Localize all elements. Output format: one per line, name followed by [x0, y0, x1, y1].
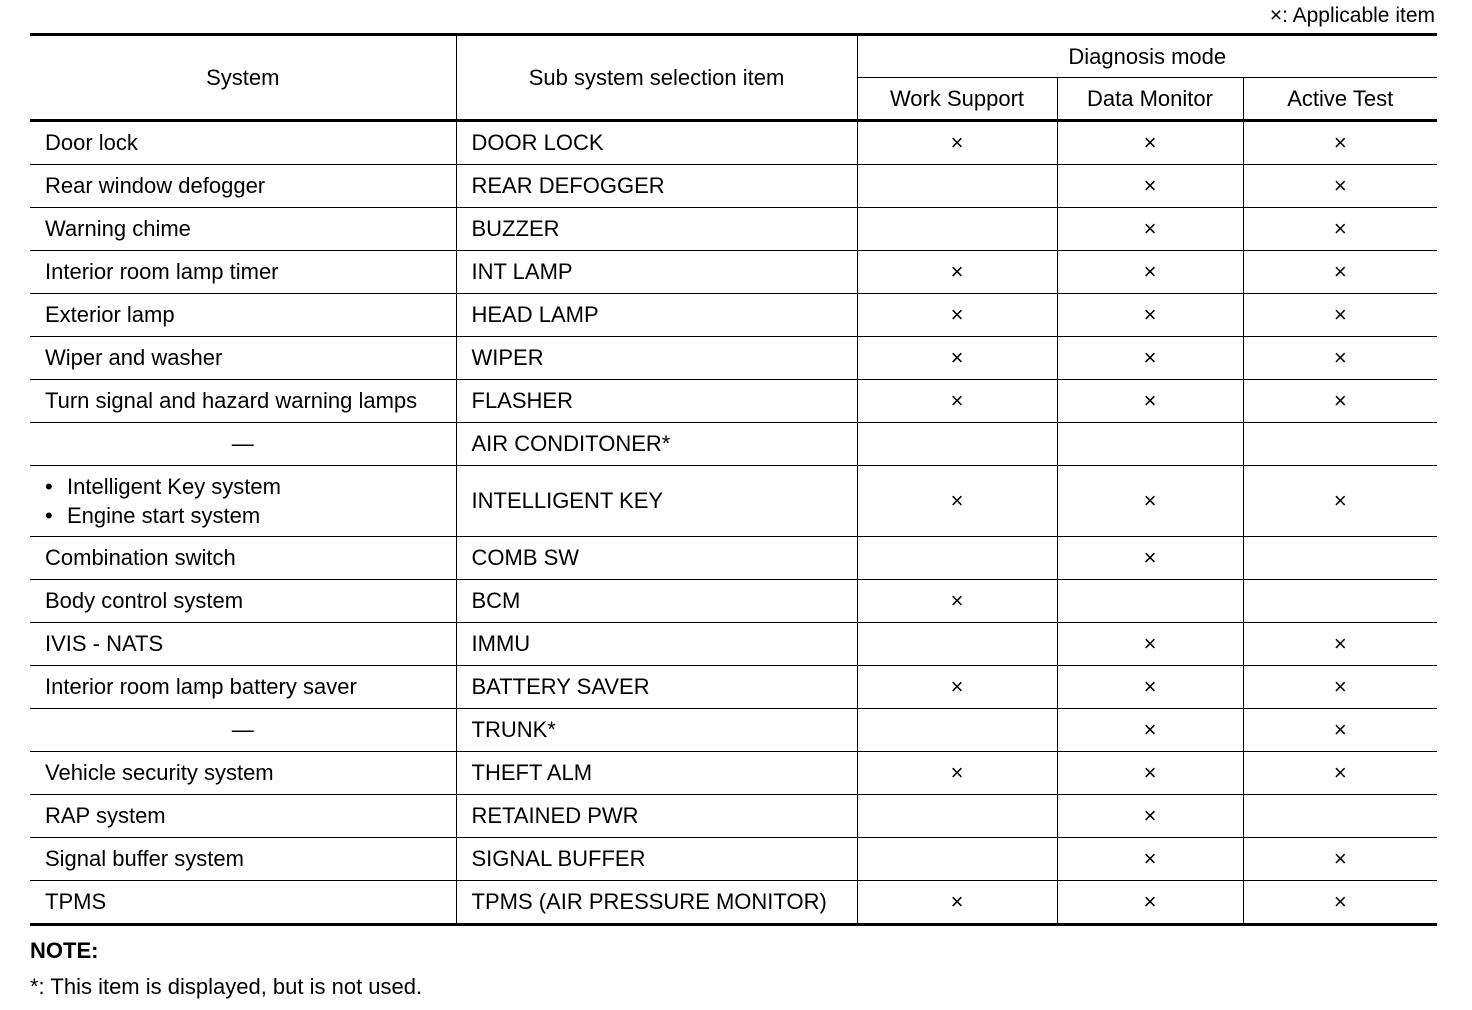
cell-data-monitor: ×	[1057, 838, 1243, 881]
cell-sub-system: WIPER	[456, 337, 857, 380]
cell-data-monitor: ×	[1057, 666, 1243, 709]
table-row	[30, 795, 1437, 838]
table-row	[30, 294, 1437, 337]
cell-system: Combination switch	[30, 537, 456, 580]
cell-work-support: ×	[857, 881, 1057, 925]
table-row	[30, 251, 1437, 294]
cell-data-monitor: ×	[1057, 337, 1243, 380]
cell-data-monitor	[1057, 580, 1243, 623]
cell-sub-system: IMMU	[456, 623, 857, 666]
cell-active-test	[1243, 423, 1437, 466]
table-body	[30, 121, 1437, 925]
cell-system: Interior room lamp battery saver	[30, 666, 456, 709]
applicable-item-legend: ×: Applicable item	[1269, 4, 1435, 27]
cell-data-monitor: ×	[1057, 537, 1243, 580]
bullet-icon: •	[45, 503, 53, 528]
cell-system: Signal buffer system	[30, 838, 456, 881]
cell-work-support	[857, 709, 1057, 752]
header-diagnosis-mode: Diagnosis mode	[857, 35, 1437, 78]
cell-sub-system: BCM	[456, 580, 857, 623]
cell-system: Rear window defogger	[30, 165, 456, 208]
cell-work-support	[857, 423, 1057, 466]
cell-data-monitor: ×	[1057, 208, 1243, 251]
table-row	[30, 165, 1437, 208]
cell-work-support: ×	[857, 337, 1057, 380]
cell-sub-system: COMB SW	[456, 537, 857, 580]
cell-work-support	[857, 795, 1057, 838]
cell-work-support: ×	[857, 466, 1057, 537]
cell-work-support: ×	[857, 294, 1057, 337]
table-row	[30, 423, 1437, 466]
cell-system: Door lock	[30, 121, 456, 165]
table-row	[30, 752, 1437, 795]
cell-data-monitor: ×	[1057, 294, 1243, 337]
cell-sub-system: DOOR LOCK	[456, 121, 857, 165]
table-row	[30, 881, 1437, 925]
cell-data-monitor: ×	[1057, 165, 1243, 208]
table-row	[30, 580, 1437, 623]
table-row	[30, 466, 1437, 537]
cell-system: —	[30, 423, 456, 466]
cell-system: —	[30, 709, 456, 752]
table-row	[30, 709, 1437, 752]
cell-system: Warning chime	[30, 208, 456, 251]
cell-active-test	[1243, 580, 1437, 623]
cell-work-support: ×	[857, 251, 1057, 294]
cell-active-test: ×	[1243, 623, 1437, 666]
cell-data-monitor: ×	[1057, 251, 1243, 294]
cell-work-support	[857, 623, 1057, 666]
cell-active-test	[1243, 537, 1437, 580]
table-row	[30, 337, 1437, 380]
header-data-monitor: Data Monitor	[1057, 78, 1243, 121]
cell-active-test: ×	[1243, 838, 1437, 881]
note-heading: NOTE:	[30, 938, 99, 963]
system-bullet-item	[45, 472, 456, 501]
cell-active-test: ×	[1243, 666, 1437, 709]
cell-data-monitor: ×	[1057, 752, 1243, 795]
diagnosis-mode-table	[30, 33, 1437, 926]
cell-active-test: ×	[1243, 709, 1437, 752]
cell-data-monitor: ×	[1057, 380, 1243, 423]
cell-work-support	[857, 838, 1057, 881]
table-row	[30, 537, 1437, 580]
cell-sub-system: AIR CONDITONER*	[456, 423, 857, 466]
table-row	[30, 838, 1437, 881]
cell-sub-system: INT LAMP	[456, 251, 857, 294]
cell-active-test: ×	[1243, 752, 1437, 795]
cell-sub-system: RETAINED PWR	[456, 795, 857, 838]
cell-work-support: ×	[857, 580, 1057, 623]
cell-sub-system: INTELLIGENT KEY	[456, 466, 857, 537]
cell-sub-system: FLASHER	[456, 380, 857, 423]
cell-sub-system: BATTERY SAVER	[456, 666, 857, 709]
cell-active-test: ×	[1243, 208, 1437, 251]
cell-sub-system: HEAD LAMP	[456, 294, 857, 337]
cell-data-monitor	[1057, 423, 1243, 466]
cell-sub-system: TPMS (AIR PRESSURE MONITOR)	[456, 881, 857, 925]
cell-work-support: ×	[857, 666, 1057, 709]
cell-data-monitor: ×	[1057, 881, 1243, 925]
cell-data-monitor: ×	[1057, 623, 1243, 666]
cell-data-monitor: ×	[1057, 466, 1243, 537]
cell-sub-system: THEFT ALM	[456, 752, 857, 795]
header-sub-system: Sub system selection item	[456, 35, 857, 121]
cell-system: Interior room lamp timer	[30, 251, 456, 294]
cell-active-test: ×	[1243, 881, 1437, 925]
header-active-test: Active Test	[1243, 78, 1437, 121]
cell-active-test	[1243, 795, 1437, 838]
note-text: *: This item is displayed, but is not used.	[30, 974, 423, 999]
cell-system: Body control system	[30, 580, 456, 623]
cell-work-support	[857, 165, 1057, 208]
cell-active-test: ×	[1243, 294, 1437, 337]
cell-sub-system: TRUNK*	[456, 709, 857, 752]
bullet-icon: •	[45, 474, 53, 499]
table-row	[30, 666, 1437, 709]
cell-work-support: ×	[857, 121, 1057, 165]
cell-work-support	[857, 537, 1057, 580]
cell-system: IVIS - NATS	[30, 623, 456, 666]
table-row	[30, 208, 1437, 251]
cell-data-monitor: ×	[1057, 709, 1243, 752]
cell-work-support	[857, 208, 1057, 251]
table-row	[30, 121, 1437, 165]
header-system: System	[30, 35, 456, 121]
cell-system: TPMS	[30, 881, 456, 925]
cell-active-test: ×	[1243, 251, 1437, 294]
cell-active-test: ×	[1243, 121, 1437, 165]
cell-sub-system: BUZZER	[456, 208, 857, 251]
cell-data-monitor: ×	[1057, 795, 1243, 838]
cell-system: Turn signal and hazard warning lamps	[30, 380, 456, 423]
cell-system: RAP system	[30, 795, 456, 838]
cell-system: Wiper and washer	[30, 337, 456, 380]
system-bullet-item	[45, 501, 456, 530]
header-work-support: Work Support	[857, 78, 1057, 121]
cell-system	[30, 466, 456, 537]
table-row	[30, 623, 1437, 666]
cell-active-test: ×	[1243, 337, 1437, 380]
cell-data-monitor: ×	[1057, 121, 1243, 165]
table-header-row	[30, 35, 1437, 78]
cell-system: Vehicle security system	[30, 752, 456, 795]
cell-active-test: ×	[1243, 165, 1437, 208]
system-bullet-text: Intelligent Key system	[67, 474, 281, 499]
cell-system: Exterior lamp	[30, 294, 456, 337]
cell-work-support: ×	[857, 752, 1057, 795]
cell-active-test: ×	[1243, 466, 1437, 537]
system-bullet-text: Engine start system	[67, 503, 261, 528]
cell-work-support: ×	[857, 380, 1057, 423]
cell-active-test: ×	[1243, 380, 1437, 423]
table-row	[30, 380, 1437, 423]
cell-sub-system: REAR DEFOGGER	[456, 165, 857, 208]
cell-sub-system: SIGNAL BUFFER	[456, 838, 857, 881]
